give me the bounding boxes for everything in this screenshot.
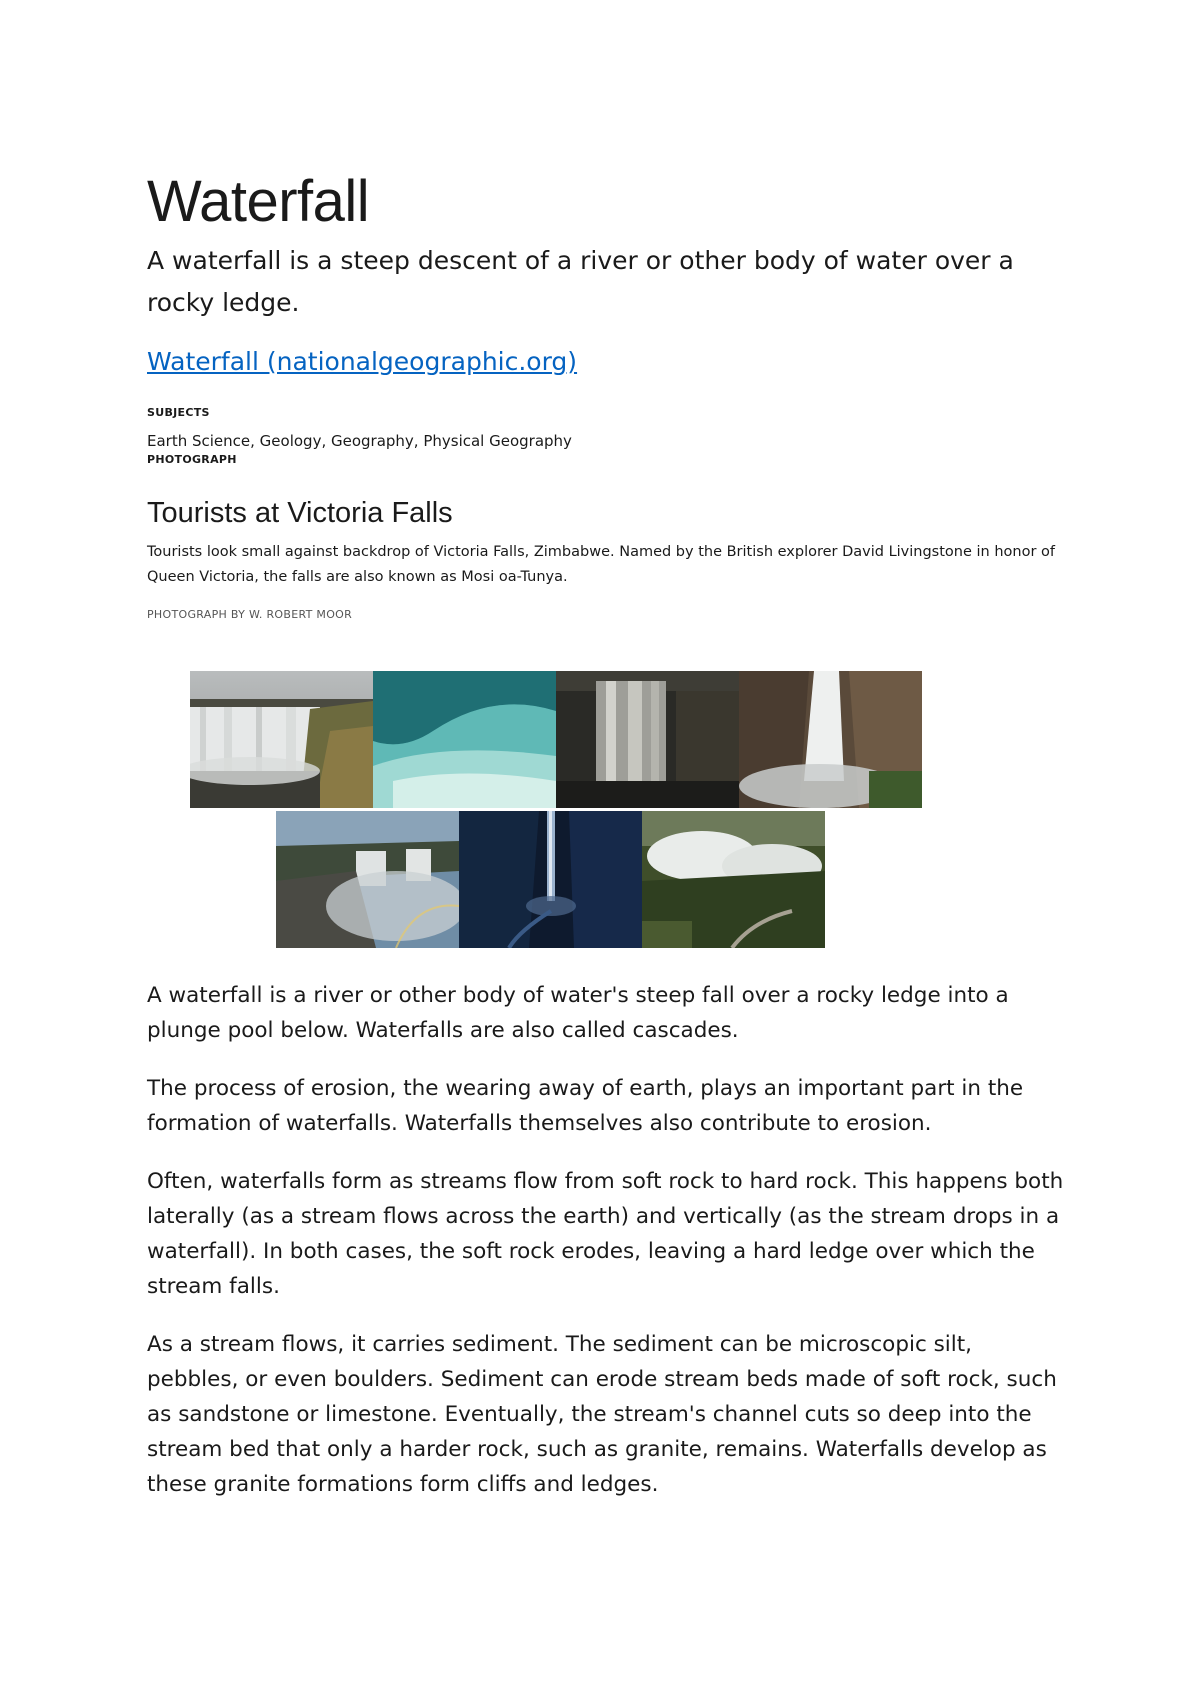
turquoise-cascade-photo: [373, 671, 556, 808]
page-title: Waterfall: [147, 169, 370, 234]
dark-cliff-waterfall-photo: [556, 671, 739, 808]
subjects-label: SUBJECTS: [147, 406, 210, 419]
aerial-falls-gorge-photo: [642, 811, 825, 948]
article-body: [147, 978, 1067, 1525]
body-paragraph-3: Often, waterfalls form as streams flow from soft rock to hard rock. This happens both laterally (as a stream flows across the earth) and vertically (as the stream drops in a waterfall). In both cases, the soft rock erodes, leaving a hard ledge over which the stream falls.: [147, 1169, 1064, 1299]
photo-credit: PHOTOGRAPH BY W. ROBERT MOOR: [147, 608, 353, 621]
subjects-value: Earth Science, Geology, Geography, Physical Geography: [147, 432, 572, 450]
body-paragraph-4: As a stream flows, it carries sediment. The sediment can be microscopic silt, pebbles, or even boulders. Sediment can erode stream beds made of soft rock, such as sandstone or limestone. Eventually, the stream's channel cuts so deep into the stream bed that only a harder rock, such as granite, remains. Waterfalls develop as these granite formations form cliffs and ledges.: [147, 1332, 1057, 1497]
document-page: [147, 170, 1067, 621]
body-paragraph-1: A waterfall is a river or other body of water's steep fall over a rocky ledge into a plunge pool below. Waterfalls are also called cascades.: [147, 983, 1009, 1043]
iguazu-falls-rainbow-photo: [276, 811, 459, 948]
source-link[interactable]: Waterfall (nationalgeographic.org): [147, 347, 578, 376]
lead-paragraph: A waterfall is a steep descent of a river or other body of water over a rocky ledge.: [147, 246, 1014, 317]
photograph-label: PHOTOGRAPH: [147, 453, 237, 466]
victoria-falls-photo: [190, 671, 373, 808]
tall-waterfall-mist-photo: [739, 671, 922, 808]
body-paragraph-2: The process of erosion, the wearing away of earth, plays an important part in the formation of waterfalls. Waterfalls themselves also contribute to erosion.: [147, 1076, 1024, 1136]
photo-caption: Tourists look small against backdrop of Victoria Falls, Zimbabwe. Named by the British explorer David Livingstone in honor of Queen Victoria, the falls are also known as Mosi oa-Tunya.: [147, 544, 1056, 585]
angel-falls-night-photo: [459, 811, 642, 948]
photo-title: Tourists at Victoria Falls: [147, 497, 453, 529]
